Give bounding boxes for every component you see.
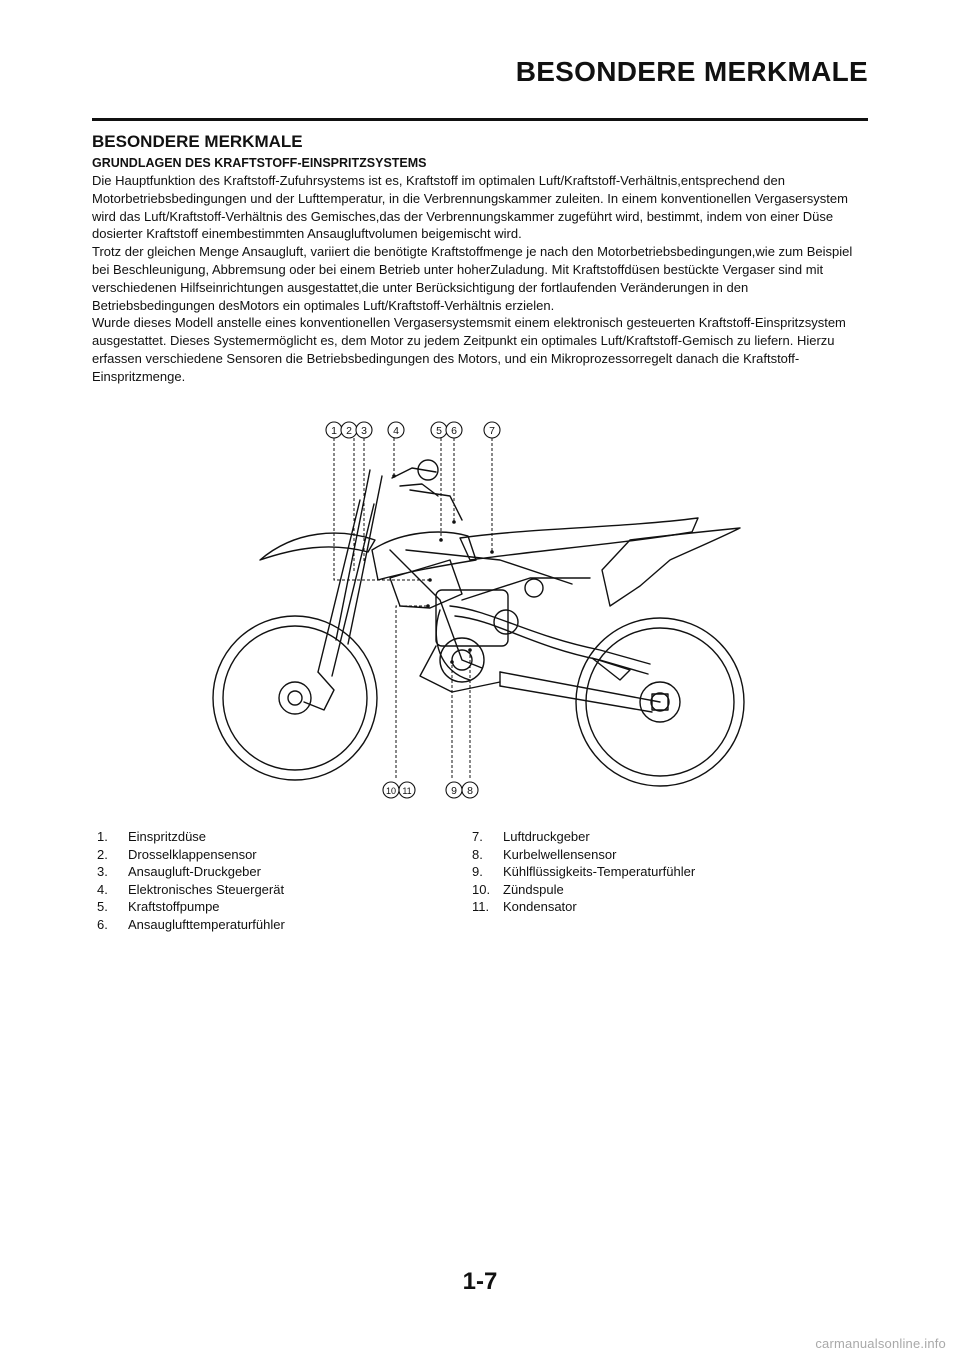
front-fender-drawing	[260, 533, 375, 560]
legend-right-column	[472, 828, 695, 916]
front-wheel-drawing	[213, 616, 377, 780]
legend-item	[97, 916, 285, 934]
handlebar-drawing	[392, 460, 462, 520]
legend-label: Elektronisches Steuergerät	[128, 881, 285, 897]
rear-fender-drawing	[602, 528, 740, 606]
paragraph: Trotz der gleichen Menge Ansaugluft, variiert die benötigte Kraftstoffmenge je nach den Motorbetriebsbedingungen,wie zum Beispiel bei Beschleunigung, Abbremsung oder bei einem Betrieb unter hoherZuladung. Mit Kraftstoffdüsen bestückte Vergaser sind mit verschiedenen Hilfseinrichtungen ausgestattet,die unter Berücksichtigung der fortlaufenden Veränderungen in den Betriebsbedingungen desMotors ein optimales Luft/Kraftstoff-Verhältnis erzielen.	[92, 244, 853, 313]
legend-left-column	[97, 828, 285, 934]
page-number: 1-7	[462, 1268, 498, 1295]
legend-label: Einspritzdüse	[128, 829, 207, 844]
legend-label: Kraftstoffpumpe	[128, 899, 220, 915]
header-rule	[92, 118, 868, 121]
legend-num: 7.	[472, 829, 483, 844]
legend-num: 1.	[97, 829, 108, 844]
legend-item	[97, 898, 285, 916]
legend-item	[472, 898, 695, 916]
legend-item	[97, 863, 285, 881]
callout-label: 11	[402, 786, 412, 796]
legend-label: Kühlflüssigkeits-Temperaturfühler	[503, 864, 696, 880]
legend-item	[97, 846, 285, 864]
front-fork-drawing	[304, 470, 382, 710]
legend-label: Ansauglufttemperaturfühler	[128, 916, 285, 932]
engine-drawing	[420, 579, 543, 692]
paragraph: Die Hauptfunktion des Kraftstoff-Zufuhrsystems ist es, Kraftstoff im optimalen Luft/Kraftstoff-Verhältnis,entsprechend den Motorbetriebsbedingungen und der Lufttemperatur, in die Verbrennungskammer zuleiten. In einem konventionellen Vergasersystem wird das Luft/Kraftstoff-Verhältnis des Gemisches,das der Verbrennungskammer zugeführt wird, bestimmt, indem von einer Düse dosierter Kraftstoff einembestimmten Ansaugluftvolumen beigemischt wird.	[92, 173, 848, 242]
exhaust-drawing	[450, 606, 650, 664]
paragraph: Wurde dieses Modell anstelle eines konventionellen Vergasersystemsmit einem elektronisch gesteuerten Kraftstoff-Einspritzsystem ausgestattet. Dieses Systemermöglicht es, dem Motor zu jedem Zeitpunkt ein optimales Luft/Kraftstoff-Gemisch zu liefern. Hierzu erfassen verschiedene Sensoren die Betriebsbedingungen des Motors, und ein Mikroprozessorregelt danach die Kraftstoff-Einspritzmenge.	[92, 315, 846, 384]
legend-label: Zündspule	[503, 881, 564, 897]
legend-item	[97, 881, 285, 899]
body-text	[92, 172, 868, 386]
callout-label: 8	[467, 785, 473, 797]
section-subtitle: GRUNDLAGEN DES KRAFTSTOFF-EINSPRITZSYSTEMS	[92, 156, 427, 170]
seat-drawing	[460, 518, 698, 560]
callout-label: 9	[451, 785, 457, 797]
section-title: BESONDERE MERKMALE	[92, 132, 303, 151]
callout-label: 1	[331, 425, 337, 437]
callout-label: 6	[451, 425, 457, 437]
legend-label: Luftdruckgeber	[503, 829, 590, 844]
legend-label: Kurbelwellensensor	[503, 846, 617, 862]
callout-label: 3	[361, 425, 367, 437]
legend-num: 4.	[97, 881, 108, 897]
watermark: carmanualsonline.info	[815, 1336, 946, 1351]
legend-label: Kondensator	[503, 899, 577, 915]
legend-num: 6.	[97, 916, 108, 932]
legend-num: 8.	[472, 846, 483, 862]
callout-label: 2	[346, 425, 352, 437]
callout-label: 10	[385, 786, 397, 796]
legend-num: 5.	[97, 899, 108, 915]
legend-item	[472, 863, 695, 881]
legend-item	[472, 846, 695, 864]
legend-item	[472, 828, 695, 846]
callout-label: 7	[489, 425, 495, 437]
legend-label: Ansaugluft-Druckgeber	[128, 864, 261, 880]
motorcycle-illustration	[200, 410, 760, 810]
legend-num: 9.	[472, 864, 483, 880]
callout-label: 5	[436, 425, 442, 437]
legend-num: 11.	[472, 899, 490, 915]
callout-label: 4	[393, 425, 399, 437]
legend-item	[97, 828, 285, 846]
legend-label: Drosselklappensensor	[128, 846, 257, 862]
legend-item	[472, 881, 695, 899]
radiator-shroud-drawing	[390, 560, 462, 608]
legend-num: 3.	[97, 864, 108, 880]
legend-num: 2.	[97, 846, 108, 862]
page-header-title: BESONDERE MERKMALE	[515, 56, 868, 87]
legend-num: 10.	[472, 881, 491, 897]
